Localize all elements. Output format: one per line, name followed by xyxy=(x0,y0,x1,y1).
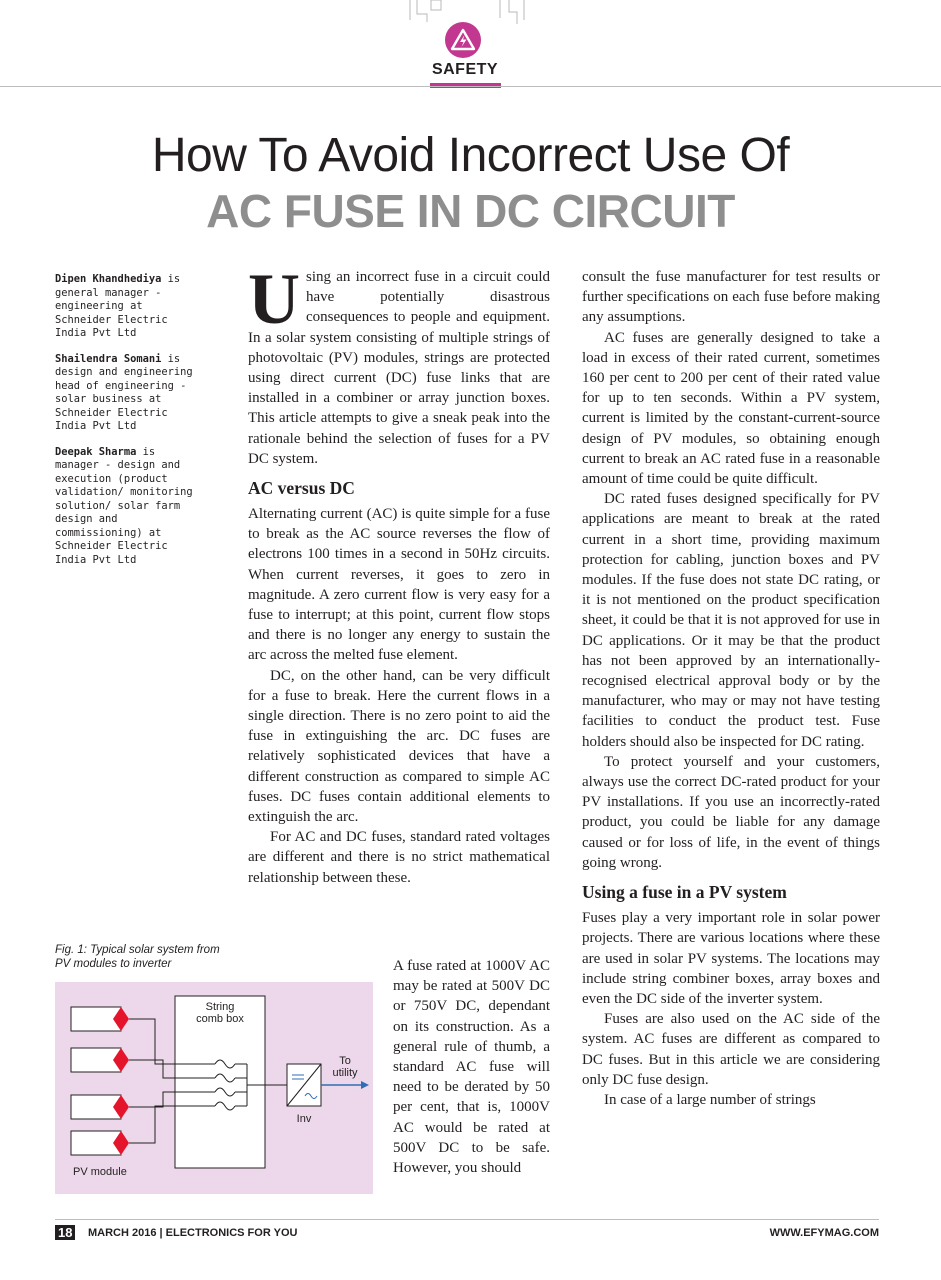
author-item xyxy=(55,273,205,341)
body-paragraph: DC, on the other hand, can be very difficult for a fuse to break. Here the current flows in a single direction. There is no zero point to aid the fuse in extinguishing the arc. DC fuses are relatively sophisticated devices that have a different construction as compared to simple AC fuses. DC fuses contain additional elements to extinguish the arc. xyxy=(248,667,550,826)
warning-triangle-icon xyxy=(449,26,477,54)
author-role: is design and engineering head of engineering - solar business at Schneider Electric India Pvt Ltd xyxy=(55,352,193,432)
intro-paragraph: Using an incorrect fuse in a circuit could have potentially disastrous consequences to people and equipment. In a solar system consisting of multiple strings of photovoltaic (PV) modules, strings are protected using direct current (DC) fuse links that are installed in a combiner or array junction boxes. This article attempts to give a sneak peak into the rationale behind the selection of fuses for a PV DC system. xyxy=(248,259,550,467)
to-label: To xyxy=(339,1055,351,1067)
pv-module-label: PV module xyxy=(73,1166,127,1178)
pv-module xyxy=(71,1048,129,1072)
body-paragraph: AC fuses are generally designed to take a load in excess of their rated current, sometimes 160 per cent to 200 per cent of their rated value for up to ten seconds. Within a PV system, current is limited by the constant-current-source design of PV modules, so obtaining enough current to break an AC rated fuse in a reasonable amount of time could be quite difficult. xyxy=(582,329,880,488)
body-paragraph: Alternating current (AC) is quite simple for a fuse to break as the AC source reverses the flow of electrons 100 times in a second in 50Hz circuits. When current reverses, it goes to zero in magnitude. A zero current flow is very easy for a fuse to interrupt; at this point, current flow stops and there is no longer any energy to sustain the arc across the melted fuse element. xyxy=(248,506,550,664)
author-role: is manager - design and execution (product validation/ monitoring solution/ solar farm design and commissioning) at Schneider Electric India Pvt Ltd xyxy=(55,445,193,566)
section-label: SAFETY xyxy=(431,61,499,78)
author-name: Shailendra Somani xyxy=(55,352,162,365)
utility-label: utility xyxy=(332,1067,358,1079)
utility-arrow-icon xyxy=(321,1081,369,1089)
article-column-1-continued xyxy=(393,956,550,1178)
body-paragraph: A fuse rated at 1000V AC may be rated at 500V DC or 750V DC, dependant on its construction. As a general rule of thumb, a standard AC fuse will need to be derated by 50 per cent, that is, 1000V AC would be rated at 500V DC to be safe. However, you should xyxy=(393,958,550,1177)
inverter-label: Inv xyxy=(296,1113,312,1125)
footer-website[interactable]: WWW.EFYMAG.COM xyxy=(769,1227,879,1239)
body-paragraph: DC rated fuses designed specifically for PV applications are meant to break at the rated current in a short time, providing maximum protection for cabling, junction boxes and PV modules. If the fuse does not state DC rating, or it is not mentioned on the product specification sheet, it could be that it is not approved for use in DC applications. Or it may be that the product has not been approved by an internationally-recognised electrical approval body or by the manufacturer, who may or may not have testing facilities to conduct the product test. Fuse holders should also be inspected for DC rating. xyxy=(582,491,880,750)
pv-module xyxy=(71,1095,129,1119)
pv-module-array xyxy=(71,1007,129,1155)
author-name: Dipen Khandhediya xyxy=(55,273,162,285)
body-paragraph: For AC and DC fuses, standard rated voltages are different and there is no strict mathematical relationship between these. xyxy=(248,829,550,886)
author-role: is general manager - engineering at Schneider Electric India Pvt Ltd xyxy=(55,273,181,339)
article-column-2 xyxy=(582,267,880,1110)
article-title-emphasis: AC FUSE IN DC CIRCUIT xyxy=(206,185,735,237)
author-name: Deepak Sharma xyxy=(55,445,137,458)
article-column-1 xyxy=(248,259,550,888)
footer-divider xyxy=(55,1219,879,1220)
body-paragraph: In case of a large number of strings xyxy=(604,1091,816,1108)
page-number: 18 xyxy=(55,1225,75,1240)
author-item xyxy=(55,353,205,434)
string-label: String xyxy=(205,1001,235,1013)
author-item xyxy=(55,446,205,568)
body-paragraph: To protect yourself and your customers, always use the correct DC-rated product for your PV installations. If you use an incorrectly-rated product, you could be liable for any damage caused or for loss of life, in the event of things going wrong. xyxy=(582,753,880,871)
body-paragraph: Fuses are also used on the AC side of the system. AC fuses are different as compared to DC fuses. But in this article we are considering only DC fuse design. xyxy=(582,1011,880,1088)
pv-module xyxy=(71,1007,129,1031)
section-heading-pv-system: Using a fuse in a PV system xyxy=(582,882,787,903)
drop-cap: U xyxy=(248,259,300,339)
comb-box-label: comb box xyxy=(196,1013,244,1025)
header-divider xyxy=(0,86,941,87)
pv-module xyxy=(71,1131,129,1155)
body-paragraph: consult the fuse manufacturer for test results or further specifications on each fuse before making any assumptions. xyxy=(582,269,880,326)
author-list xyxy=(55,273,205,579)
figure-caption: Fig. 1: Typical solar system from PV modules to inverter xyxy=(55,944,220,970)
body-paragraph: Fuses play a very important role in solar power projects. There are various locations where these are used in solar PV systems. The locations may include string combiner boxes, array boxes and even the DC side of the inverter system. xyxy=(582,910,880,1007)
footer-issue: MARCH 2016 | ELECTRONICS FOR YOU xyxy=(88,1227,298,1239)
section-heading-ac-vs-dc: AC versus DC xyxy=(248,478,355,499)
solar-system-diagram xyxy=(55,982,373,1194)
article-title: How To Avoid Incorrect Use Of xyxy=(151,129,790,182)
